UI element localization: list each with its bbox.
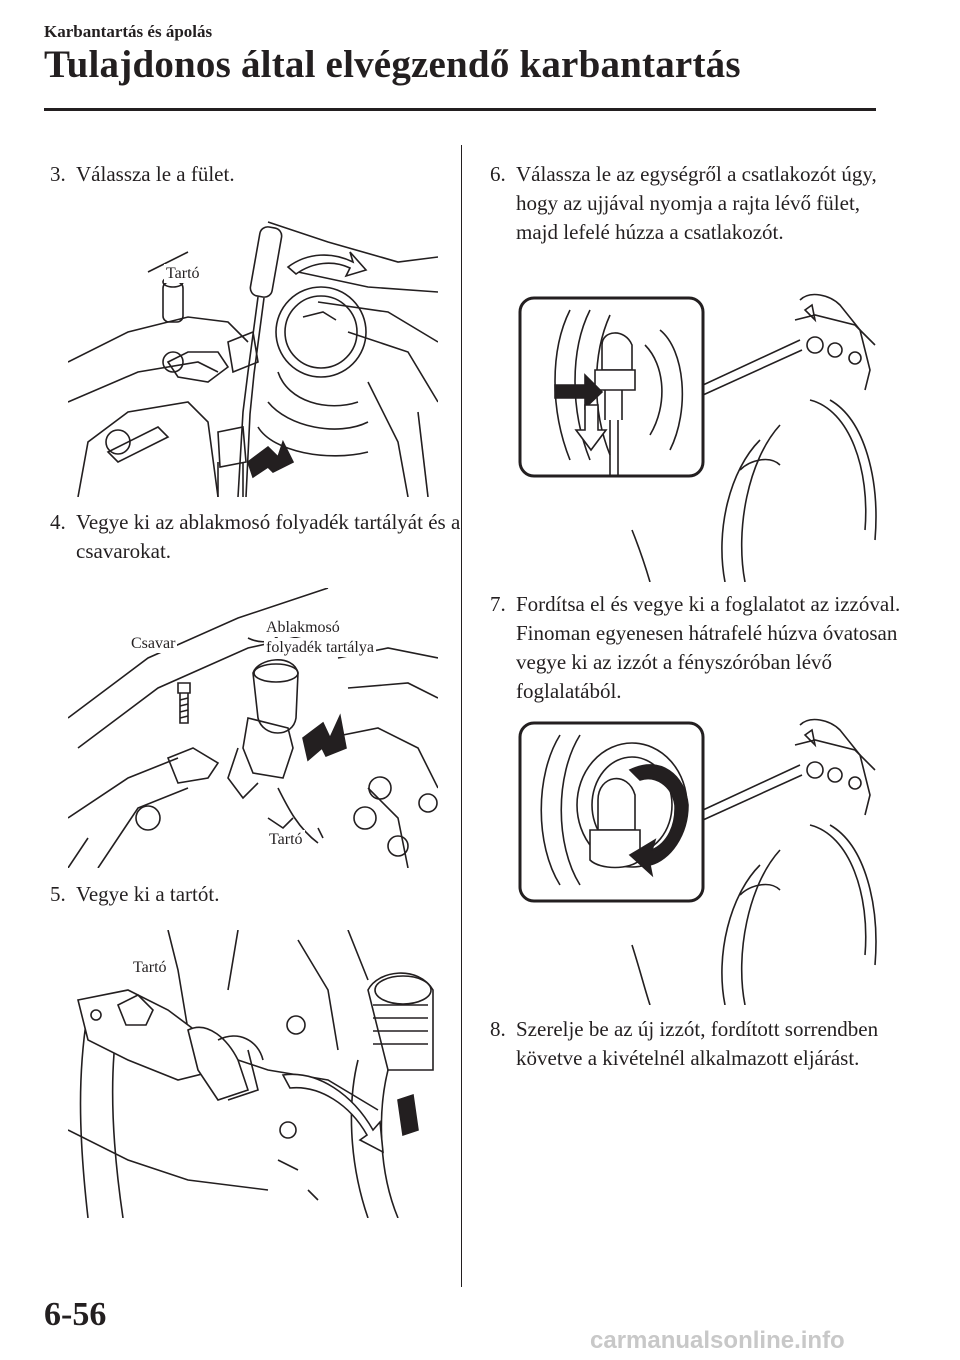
callout-tank-line1: Ablakmosó xyxy=(266,619,340,636)
step-4 xyxy=(50,508,476,566)
figure-screwdriver-tab xyxy=(68,212,438,497)
page-title: Tulajdonos által elvégzendő karbantartás xyxy=(44,43,741,86)
figure-holder-removal xyxy=(68,930,438,1218)
step-text: Vegye ki a tartót. xyxy=(76,882,220,906)
figure-connector-disconnect xyxy=(510,290,880,582)
step-8 xyxy=(490,1015,906,1073)
callout-tarto-fig3: Tartó xyxy=(133,959,167,976)
page-number: 6-56 xyxy=(44,1296,107,1333)
step-number: 5. xyxy=(50,882,66,906)
callout-csavar: Csavar xyxy=(131,635,176,652)
step-text: Válassza le a fület. xyxy=(76,162,235,186)
callout-tarto-fig1: Tartó xyxy=(166,265,200,282)
figure-rotate-socket xyxy=(510,715,880,1005)
callout-tank-line2: folyadék tartálya xyxy=(266,639,374,656)
step-number: 8. xyxy=(490,1017,506,1041)
step-text: Fordítsa el és vegye ki a foglalatot az izzóval. Finoman egyenesen hátrafelé húzva óvatosan vegye ki az izzót a fényszóróban lévő foglalatából. xyxy=(516,592,901,703)
title-rule xyxy=(44,108,876,111)
step-number: 7. xyxy=(490,592,506,616)
step-6 xyxy=(490,160,906,247)
figure-washer-tank xyxy=(68,588,438,868)
callout-tarto-fig2: Tartó xyxy=(269,831,303,848)
step-number: 6. xyxy=(490,162,506,186)
section-label: Karbantartás és ápolás xyxy=(44,22,213,41)
step-number: 4. xyxy=(50,510,66,534)
step-3 xyxy=(50,160,476,189)
step-text: Válassza le az egységről a csatlakozót úgy, hogy az ujjával nyomja a rajta lévő fület, majd lefelé húzza a csatlakozót. xyxy=(516,162,877,244)
step-7 xyxy=(490,590,906,706)
step-text: Vegye ki az ablakmosó folyadék tartályát és a csavarokat. xyxy=(76,510,461,563)
step-number: 3. xyxy=(50,162,66,186)
step-text: Szerelje be az új izzót, fordított sorrendben követve a kivételnél alkalmazott eljárást. xyxy=(516,1017,879,1070)
column-divider xyxy=(461,145,462,1287)
step-5 xyxy=(50,880,476,909)
watermark: carmanualsonline.info xyxy=(590,1327,845,1354)
